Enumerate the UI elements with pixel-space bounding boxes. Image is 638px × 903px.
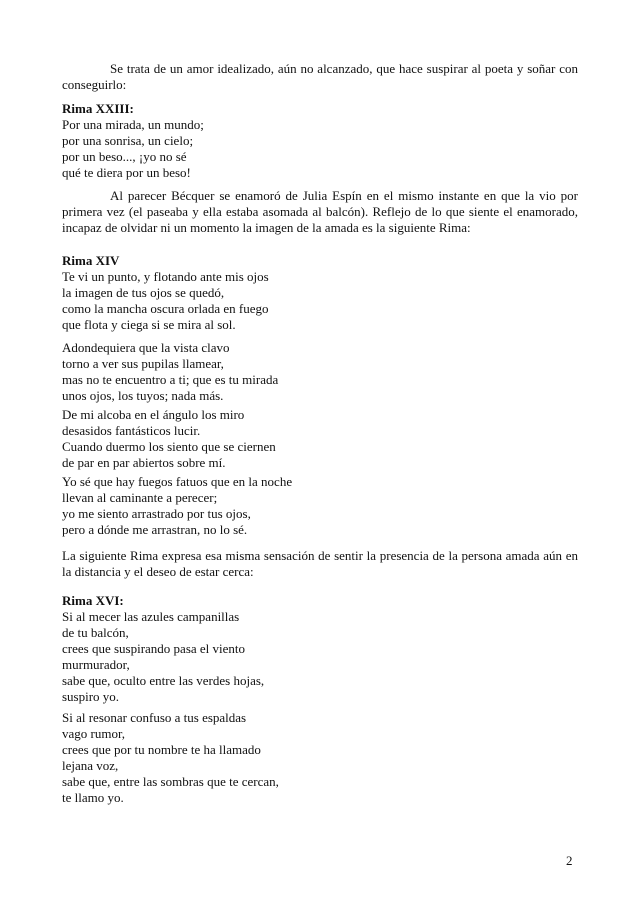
rima-title: Rima XXIII:	[62, 101, 134, 116]
verse-line: De mi alcoba en el ángulo los miro	[62, 407, 245, 422]
rima-xvi-intro-paragraph: La siguiente Rima expresa esa misma sensación de sentir la presencia de la persona amada aún en la distancia y el deseo de estar cerca:	[62, 548, 578, 579]
verse-line: sabe que, entre las sombras que te cercan,	[62, 774, 279, 789]
verse-line: lejana voz,	[62, 758, 119, 773]
verse-line: Si al mecer las azules campanillas	[62, 609, 240, 624]
verse-line: qué te diera por un beso!	[62, 165, 191, 180]
verse-line: por una sonrisa, un cielo;	[62, 133, 194, 148]
verse-line: crees que por tu nombre te ha llamado	[62, 742, 261, 757]
rima-xiv-stanza-2	[62, 340, 578, 404]
verse-line: de par en par abiertos sobre mí.	[62, 455, 226, 470]
verse-line: Yo sé que hay fuegos fatuos que en la noche	[62, 474, 293, 489]
rima-xvi-stanza-2	[62, 710, 578, 806]
verse-line: yo me siento arrastrado por tus ojos,	[62, 506, 251, 521]
verse-line: Si al resonar confuso a tus espaldas	[62, 710, 247, 725]
rima-xiv-stanza-4	[62, 474, 578, 538]
verse-line: torno a ver sus pupilas llamear,	[62, 356, 224, 371]
verse-line: desasidos fantásticos lucir.	[62, 423, 201, 438]
verse-line: suspiro yo.	[62, 689, 120, 704]
verse-line: como la mancha oscura orlada en fuego	[62, 301, 269, 316]
verse-line: por un beso..., ¡yo no sé	[62, 149, 187, 164]
rima-xxiii	[62, 101, 578, 181]
page-number: 2	[566, 853, 573, 868]
rima-xvi-stanza-1	[62, 593, 578, 705]
verse-line: Por una mirada, un mundo;	[62, 117, 204, 132]
verse-line: llevan al caminante a perecer;	[62, 490, 218, 505]
verse-line: unos ojos, los tuyos; nada más.	[62, 388, 224, 403]
verse-line: Adondequiera que la vista clavo	[62, 340, 230, 355]
verse-line: de tu balcón,	[62, 625, 129, 640]
rima-title: Rima XVI:	[62, 593, 124, 608]
verse-line: vago rumor,	[62, 726, 126, 741]
verse-line: sabe que, oculto entre las verdes hojas,	[62, 673, 265, 688]
verse-line: te llamo yo.	[62, 790, 124, 805]
verse-line: mas no te encuentro a ti; que es tu mirada	[62, 372, 279, 387]
rima-xiv-stanza-3	[62, 407, 578, 471]
verse-line: crees que suspirando pasa el viento	[62, 641, 246, 656]
verse-line: que flota y ciega si se mira al sol.	[62, 317, 236, 332]
becquer-paragraph: Al parecer Bécquer se enamoró de Julia Espín en el mismo instante en que la vio por primera vez (el paseaba y ella estaba asomada al balcón). Reflejo de lo que siente el enamorado, incapaz de olvidar ni un momento la imagen de la amada es la siguiente Rima:	[62, 188, 578, 235]
verse-line: Cuando duermo los siento que se ciernen	[62, 439, 276, 454]
intro-paragraph: Se trata de un amor idealizado, aún no alcanzado, que hace suspirar al poeta y soñar con conseguirlo:	[62, 61, 578, 92]
verse-line: murmurador,	[62, 657, 130, 672]
verse-line: la imagen de tus ojos se quedó,	[62, 285, 225, 300]
rima-xiv-stanza-1	[62, 253, 578, 333]
verse-line: Te vi un punto, y flotando ante mis ojos	[62, 269, 269, 284]
verse-line: pero a dónde me arrastran, no lo sé.	[62, 522, 248, 537]
rima-title: Rima XIV	[62, 253, 120, 268]
